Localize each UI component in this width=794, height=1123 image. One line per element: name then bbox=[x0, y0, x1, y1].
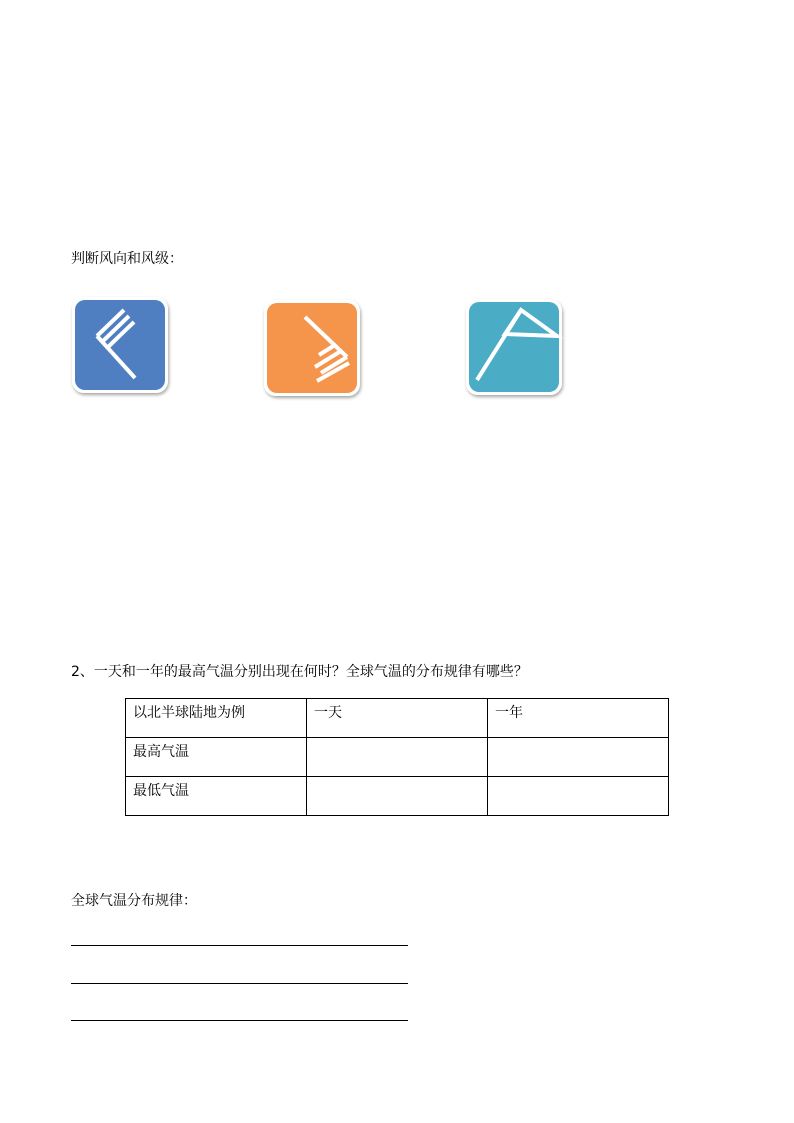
table-row bbox=[126, 777, 669, 816]
table-answer-cell[interactable] bbox=[307, 777, 488, 816]
table-answer-cell[interactable] bbox=[488, 777, 669, 816]
table-row-label: 最高气温 bbox=[126, 738, 307, 777]
table-row bbox=[126, 738, 669, 777]
answer-line[interactable] bbox=[71, 945, 408, 946]
table-answer-cell[interactable] bbox=[488, 738, 669, 777]
table-header-cell: 以北半球陆地为例 bbox=[126, 699, 307, 738]
table-answer-cell[interactable] bbox=[307, 738, 488, 777]
temperature-table bbox=[125, 698, 669, 816]
table-header-cell: 一年 bbox=[488, 699, 669, 738]
table-header-cell: 一天 bbox=[307, 699, 488, 738]
answer-line[interactable] bbox=[71, 983, 408, 984]
wind-pennant-flag-icon bbox=[463, 296, 567, 400]
wind-question-heading: 判断风向和风级： bbox=[71, 251, 183, 267]
wind-barb-two-full-feathers-icon bbox=[69, 294, 173, 398]
answer-line[interactable] bbox=[71, 1020, 408, 1021]
question-2-text: 2、一天和一年的最高气温分别出现在何时？全球气温的分布规律有哪些？ bbox=[71, 664, 528, 680]
table-header-row bbox=[126, 699, 669, 738]
global-temperature-rule-heading: 全球气温分布规律： bbox=[71, 893, 197, 909]
table-row-label: 最低气温 bbox=[126, 777, 307, 816]
wind-barb-three-feathers-icon bbox=[261, 297, 365, 401]
